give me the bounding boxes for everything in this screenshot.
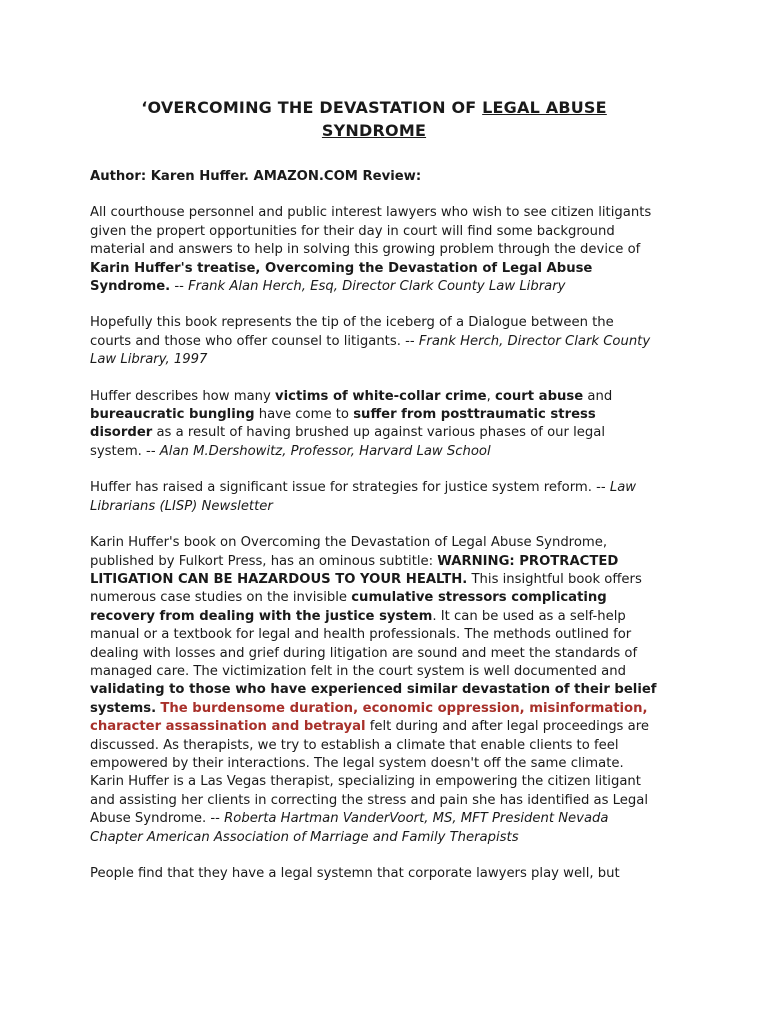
p4-text: Huffer has raised a significant issue for strategies for justice system reform. -- — [90, 480, 610, 496]
title-underlined-2: SYNDROME — [321, 121, 427, 140]
document-title — [90, 96, 658, 142]
p5-b2: cumulative stressors complicating recovery from dealing with the justice system — [90, 590, 607, 624]
title-underlined-1: LEGAL ABUSE — [482, 98, 607, 117]
p3-t1: Huffer describes how many — [90, 388, 276, 404]
p2-text: Hopefully this book represents the tip of the iceberg of a Dialogue between the courts and those who offer counsel to litigants. -- — [90, 315, 614, 349]
p1-bold: Karin Huffer's treatise, Overcoming the Devastation of Legal Abuse Syndrome. — [90, 260, 593, 295]
p3-t2: , — [486, 388, 495, 404]
p1-text: All courthouse personnel and public interest lawyers who wish to see citizen litigants given the propert opportunities for their day in court will find some background material and answers to help in solving this growing problem through the device of — [90, 205, 652, 258]
p3-b1: victims of white-collar crime — [275, 388, 487, 404]
review-paragraph-2 — [90, 314, 658, 369]
review-paragraph-3 — [90, 388, 658, 462]
p3-b4: suffer from posttraumatic stress disorder — [90, 407, 596, 441]
review-paragraph-6 — [90, 865, 658, 883]
p5-b3: validating to those who have experienced similar devastation of their belief systems. — [90, 682, 657, 716]
p2-attribution: Frank Herch, Director Clark County Law Library, 1997 — [90, 333, 651, 368]
p5-red-highlight: The burdensome duration, economic oppression, misinformation, character assassination and betrayal — [90, 700, 648, 735]
p3-t5: as a result of having brushed up against various phases of our legal system. -- — [90, 425, 606, 459]
p5-b1: WARNING: PROTRACTED LITIGATION CAN BE HAZARDOUS TO YOUR HEALTH. — [90, 553, 619, 587]
p3-b2: court abuse — [495, 388, 584, 404]
p5-t1: Karin Huffer's book on Overcoming the Devastation of Legal Abuse Syndrome, published by Fulkort Press, has an ominous subtitle: — [90, 535, 608, 569]
p5-t2: This insightful book offers numerous case studies on the invisible — [90, 571, 642, 606]
title-prefix: ‘OVERCOMING THE DEVASTATION OF — [141, 98, 483, 117]
review-paragraph-5 — [90, 534, 658, 847]
p4-attribution: Law Librarians (LISP) Newsletter — [90, 480, 637, 514]
p6-text: People find that they have a legal systemn that corporate lawyers play well, but — [90, 866, 620, 881]
p1-dash: -- — [170, 279, 189, 295]
p3-t3: and — [583, 388, 613, 404]
p3-t4: have come to — [254, 407, 354, 423]
author-line: Author: Karen Huffer. AMAZON.COM Review: — [90, 169, 422, 184]
p3-b3: bureaucratic bungling — [90, 407, 255, 423]
p5-attribution: Roberta Hartman VanderVoort, MS, MFT President Nevada Chapter American Association of Marriage and Family Therapists — [90, 811, 609, 845]
p1-attribution: Frank Alan Herch, Esq, Director Clark County Law Library — [188, 279, 566, 295]
p5-t3: . It can be used as a self-help manual or a textbook for legal and health professionals. The methods outlined for dealing with losses and grief during litigation are sound and meet the standards of managed care. The victimization felt in the court system is well documented and — [90, 608, 638, 679]
p5-t5: felt during and after legal proceedings are discussed. As therapists, we try to establish a climate that enable clients to feel empowered by their interactions. The legal system doesn't off the same climate. Karin Huffer is a Las Vegas therapist, specializing in empowering the citizen litigant and assisting her clients in correcting the stress and pain she has identified as Legal Abuse Syndrome. -- — [90, 719, 649, 827]
p3-attribution: Alan M.Dershowitz, Professor, Harvard Law School — [159, 443, 491, 459]
review-paragraph-4 — [90, 479, 658, 516]
review-paragraph-1 — [90, 204, 658, 296]
